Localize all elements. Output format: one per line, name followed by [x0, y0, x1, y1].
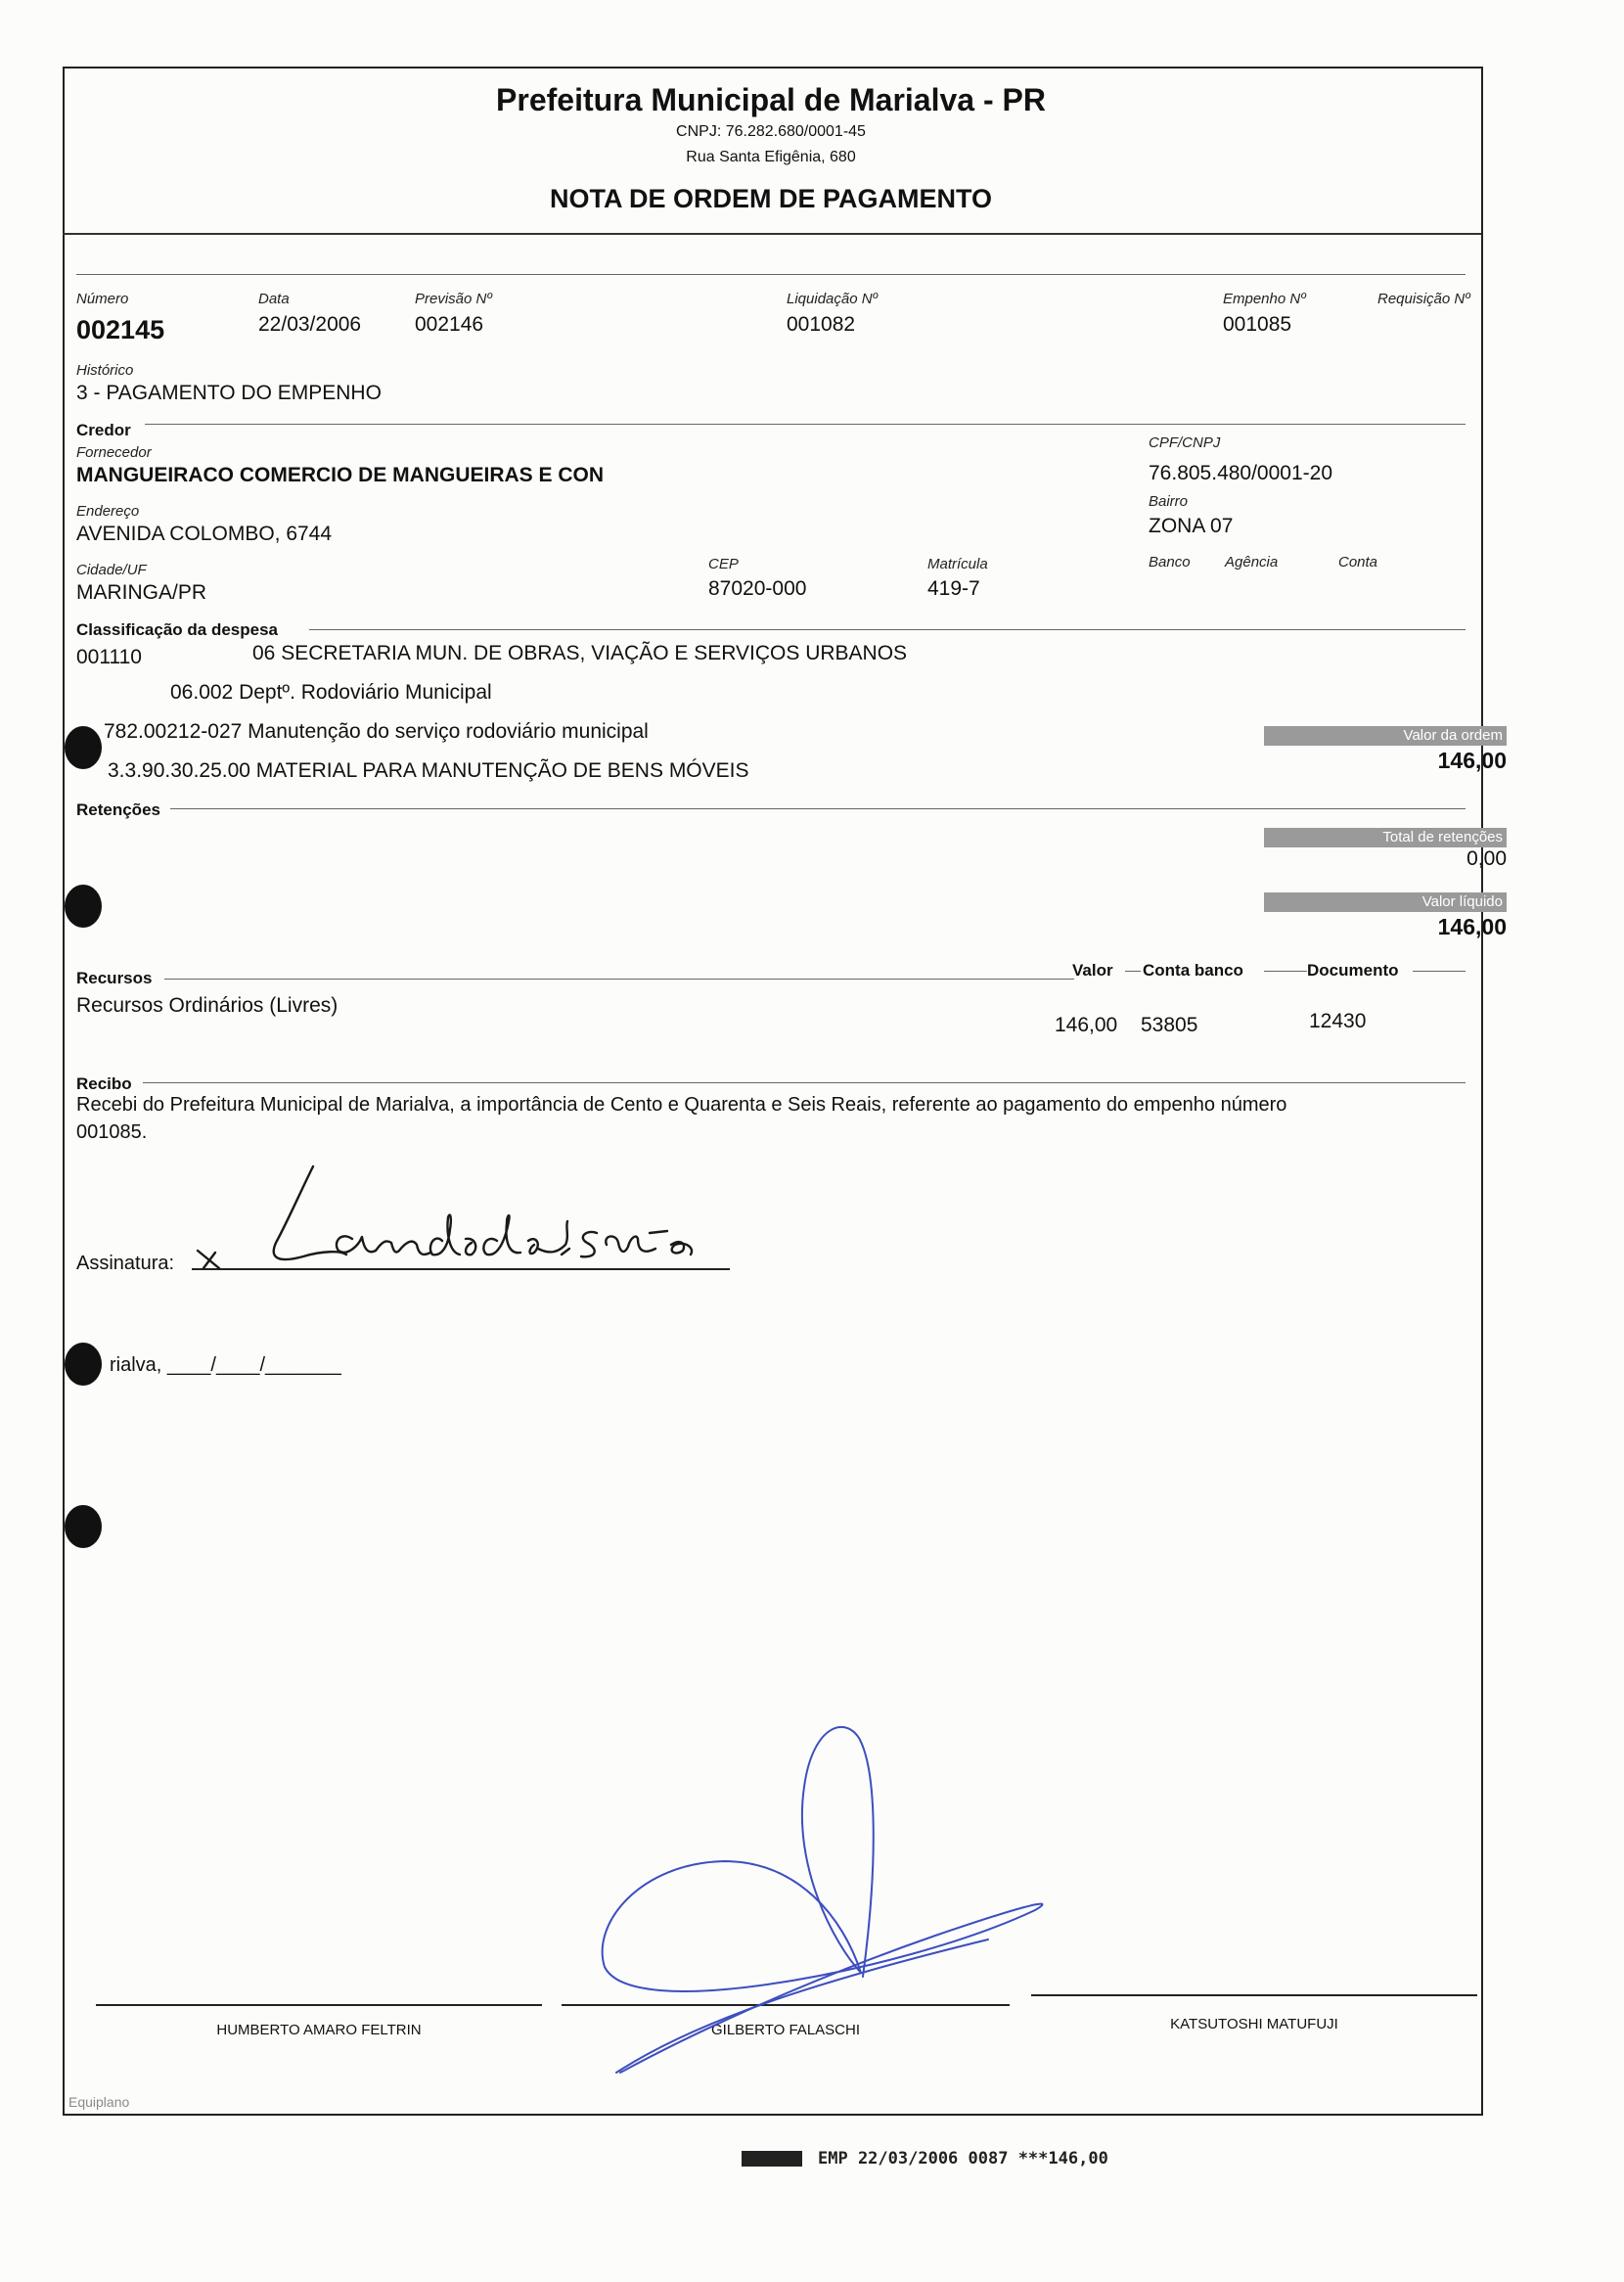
recibo-divider: [143, 1082, 1466, 1083]
bairro-label: Bairro: [1149, 493, 1189, 510]
credor-divider: [145, 424, 1466, 425]
numero-value: 002145: [76, 315, 165, 344]
matricula-label: Matrícula: [927, 556, 988, 572]
recursos-descricao: Recursos Ordinários (Livres): [76, 994, 338, 1017]
historico-value: 3 - PAGAMENTO DO EMPENHO: [76, 382, 382, 404]
valor-ordem-value: 146,00: [1437, 748, 1507, 773]
stamp-logo-icon: [742, 2151, 802, 2167]
fornecedor-value: MANGUEIRACO COMERCIO DE MANGUEIRAS E CON: [76, 464, 605, 486]
historico-label: Histórico: [76, 362, 134, 379]
recursos-conta-label: Conta banco: [1143, 961, 1243, 980]
cidade-label: Cidade/UF: [76, 562, 147, 578]
conta-label: Conta: [1338, 554, 1378, 570]
credor-section-label: Credor: [76, 421, 131, 439]
fornecedor-label: Fornecedor: [76, 444, 152, 461]
banco-label: Banco: [1149, 554, 1191, 570]
cpf-value: 76.805.480/0001-20: [1149, 462, 1333, 484]
recursos-valor-label: Valor: [1072, 961, 1113, 980]
cep-label: CEP: [708, 556, 739, 572]
assinatura-label: Assinatura:: [76, 1253, 175, 1274]
local-data: rialva, ____/____/_______: [110, 1354, 341, 1376]
valor-ordem-label: Valor da ordem: [1264, 726, 1507, 746]
cep-value: 87020-000: [708, 577, 807, 600]
agencia-label: Agência: [1225, 554, 1279, 570]
recursos-section-label: Recursos: [76, 969, 153, 987]
liquidacao-value: 001082: [787, 313, 856, 336]
recibo-section-label: Recibo: [76, 1074, 132, 1093]
departamento-value: 06.002 Deptº. Rodoviário Municipal: [170, 681, 492, 704]
matricula-value: 419-7: [927, 577, 980, 600]
classificacao-code: 001110: [76, 646, 142, 668]
valor-liquido-label: Valor líquido: [1264, 892, 1507, 912]
total-retencoes-value: 0,00: [1466, 847, 1507, 870]
stamp-text: EMP 22/03/2006 0087 ***146,00: [818, 2149, 1108, 2168]
endereco-label: Endereço: [76, 503, 140, 520]
signatory-name-1: HUMBERTO AMARO FELTRIN: [216, 2022, 422, 2038]
recursos-divider-d: [1413, 971, 1466, 972]
cidade-value: MARINGA/PR: [76, 581, 207, 604]
org-cnpj: CNPJ: 76.282.680/0001-45: [676, 123, 866, 140]
classificacao-divider: [309, 629, 1466, 630]
signatory-name-2: GILBERTO FALASCHI: [711, 2022, 860, 2038]
data-label: Data: [258, 291, 290, 307]
signatory-line-3: [1031, 1994, 1477, 1996]
signatory-line-1: [96, 2004, 542, 2006]
hole-punch-2: [65, 885, 102, 928]
retencoes-section-label: Retenções: [76, 800, 160, 819]
retencoes-divider: [170, 808, 1466, 809]
brand-equiplano: Equiplano: [68, 2094, 130, 2110]
classificacao-section-label: Classificação da despesa: [76, 620, 279, 639]
requisicao-label: Requisição Nº: [1377, 291, 1470, 307]
elemento-value: 3.3.90.30.25.00 MATERIAL PARA MANUTENÇÃO DE BENS MÓVEIS: [108, 759, 749, 782]
doc-title: NOTA DE ORDEM DE PAGAMENTO: [549, 184, 992, 213]
liquidacao-label: Liquidação Nº: [787, 291, 879, 307]
recursos-conta: 53805: [1141, 1014, 1198, 1036]
data-value: 22/03/2006: [258, 313, 362, 336]
recursos-documento-label: Documento: [1307, 961, 1399, 980]
header-divider: [63, 233, 1481, 235]
valor-liquido-value: 146,00: [1437, 914, 1507, 939]
empenho-value: 001085: [1223, 313, 1292, 336]
hole-punch-3: [65, 1343, 102, 1386]
blue-pen-signature-image: [577, 1709, 1047, 2080]
previsao-label: Previsão Nº: [415, 291, 492, 307]
recursos-documento: 12430: [1309, 1010, 1367, 1032]
empenho-label: Empenho Nº: [1223, 291, 1306, 307]
recursos-divider-c: [1264, 971, 1307, 972]
ids-divider: [76, 274, 1466, 275]
recibo-texto-linha2: 001085.: [76, 1121, 148, 1143]
total-retencoes-label: Total de retenções: [1264, 828, 1507, 847]
recursos-valor: 146,00: [1055, 1014, 1118, 1036]
recursos-divider-b: [1125, 971, 1141, 972]
org-name: Prefeitura Municipal de Marialva - PR: [496, 82, 1046, 117]
recibo-texto-linha1: Recebi do Prefeitura Municipal de Marialva, a importância de Cento e Quarenta e Seis Reais, referente ao pagamento do empenho número: [76, 1094, 1287, 1116]
endereco-value: AVENIDA COLOMBO, 6744: [76, 523, 333, 545]
programa-value: 782.00212-027 Manutenção do serviço rodoviário municipal: [104, 720, 649, 743]
cpf-label: CPF/CNPJ: [1149, 434, 1221, 451]
bairro-value: ZONA 07: [1149, 515, 1234, 537]
previsao-value: 002146: [415, 313, 484, 336]
recibo-signature-image: [186, 1161, 753, 1288]
numero-label: Número: [76, 291, 129, 307]
org-address: Rua Santa Efigênia, 680: [686, 149, 856, 165]
hole-punch-4: [65, 1505, 102, 1548]
secretaria-value: 06 SECRETARIA MUN. DE OBRAS, VIAÇÃO E SERVIÇOS URBANOS: [252, 642, 908, 664]
recursos-divider: [164, 979, 1074, 980]
hole-punch-1: [65, 726, 102, 769]
footer-stamp: [742, 2149, 1108, 2168]
signatory-name-3: KATSUTOSHI MATUFUJI: [1170, 2016, 1338, 2032]
